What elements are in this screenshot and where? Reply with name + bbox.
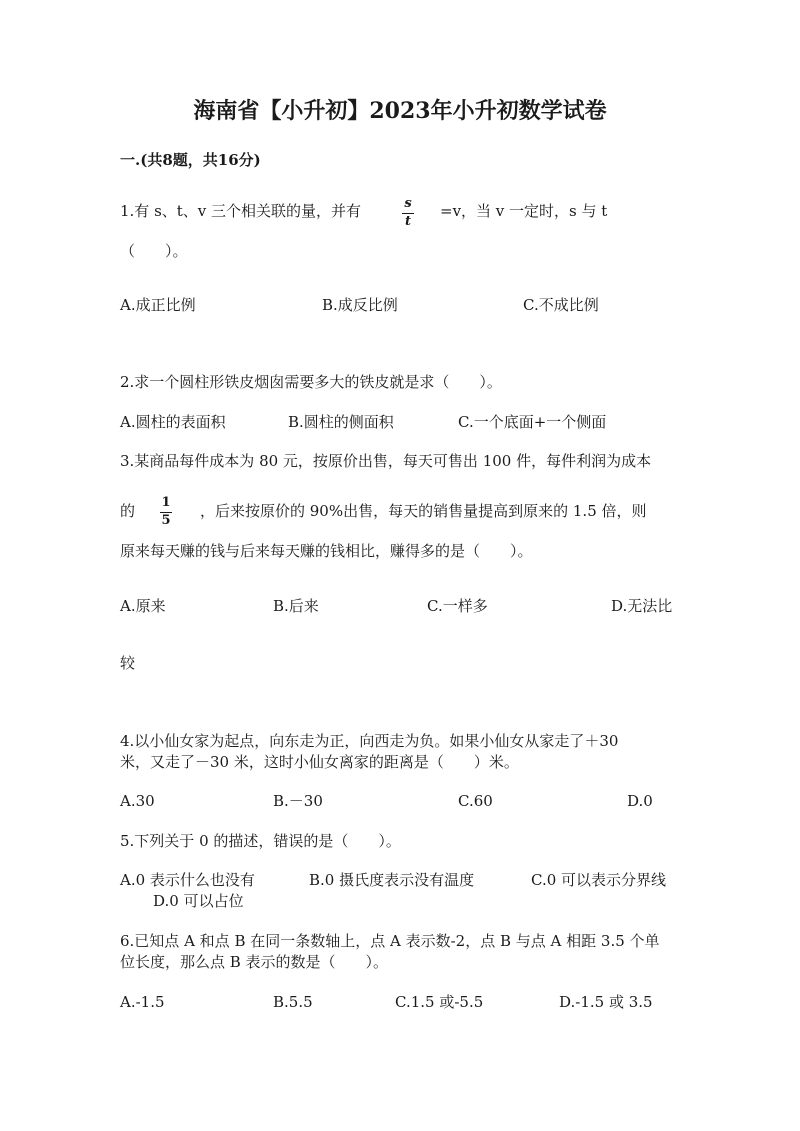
page-title: 海南省【小升初】2023年小升初数学试卷 xyxy=(193,98,607,124)
q3-option-c: C.一样多 xyxy=(427,597,488,615)
q1-frac-denominator: t xyxy=(404,214,411,229)
q6-stem-b: 位长度，那么点 B 表示的数是（ ）。 xyxy=(120,953,389,971)
q3-option-b: B.后来 xyxy=(273,597,319,615)
q2-stem: 2.求一个圆柱形铁皮烟囱需要多大的铁皮就是求（ ）。 xyxy=(120,373,502,391)
q6-option-a: A.-1.5 xyxy=(120,993,165,1011)
q3-frac-numerator: 1 xyxy=(161,495,171,510)
q4-stem-a: 4.以小仙女家为起点，向东走为正，向西走为负。如果小仙女从家走了＋30 xyxy=(120,732,619,750)
q6-option-d: D.-1.5 或 3.5 xyxy=(559,993,653,1011)
q2-option-b: B.圆柱的侧面积 xyxy=(288,413,394,431)
q1-stem-b: =v，当 v 一定时，s 与 t xyxy=(440,202,608,220)
q1-option-a: A.成正比例 xyxy=(120,296,196,314)
q3-stem-a: 3.某商品每件成本为 80 元，按原价出售，每天可售出 100 件，每件利润为成本 xyxy=(120,452,652,470)
q1-option-b: B.成反比例 xyxy=(322,296,398,314)
q5-option-a: A.0 表示什么也没有 xyxy=(120,871,255,889)
q5-stem: 5.下列关于 0 的描述，错误的是（ ）。 xyxy=(120,832,401,850)
q2-option-a: A.圆柱的表面积 xyxy=(120,413,226,431)
q4-stem-b: 米，又走了－30 米，这时小仙女离家的距离是（ ）米。 xyxy=(120,753,519,771)
q2-option-c: C.一个底面+一个侧面 xyxy=(458,413,607,431)
q3-fraction xyxy=(160,496,172,528)
q6-option-b: B.5.5 xyxy=(273,993,313,1011)
q3-option-d: D.无法比 xyxy=(611,597,673,615)
q3-stem-c: ，后来按原价的 90%出售，每天的销售量提高到原来的 1.5 倍，则 xyxy=(200,502,647,520)
q4-option-a: A.30 xyxy=(120,792,155,810)
q3-frac-denominator: 5 xyxy=(161,513,171,528)
q4-option-d: D.0 xyxy=(627,792,653,810)
q5-option-c: C.0 可以表示分界线 xyxy=(531,871,667,889)
q1-stem-a: 1.有 s、t、v 三个相关联的量，并有 xyxy=(120,202,362,220)
q1-fraction xyxy=(402,197,414,229)
q5-option-b: B.0 摄氏度表示没有温度 xyxy=(309,871,475,889)
q5-option-d: D.0 可以占位 xyxy=(153,892,244,910)
q4-option-c: C.60 xyxy=(458,792,493,810)
q4-option-b: B.－30 xyxy=(273,792,323,810)
q3-option-d-wrap: 较 xyxy=(120,654,136,672)
q6-option-c: C.1.5 或-5.5 xyxy=(395,993,484,1011)
q3-option-a: A.原来 xyxy=(120,597,166,615)
q1-frac-numerator: s xyxy=(404,196,412,211)
section-header: 一.(共8题，共16分) xyxy=(120,151,261,169)
q6-stem-a: 6.已知点 A 和点 B 在同一条数轴上，点 A 表示数-2，点 B 与点 A 相距 3.5 个单 xyxy=(120,932,660,950)
q1-stem-c: （ ）。 xyxy=(120,242,188,260)
q1-option-c: C.不成比例 xyxy=(523,296,599,314)
q3-stem-d: 原来每天赚的钱与后来每天赚的钱相比，赚得多的是（ ）。 xyxy=(120,542,533,560)
q3-stem-b: 的 xyxy=(120,502,136,520)
